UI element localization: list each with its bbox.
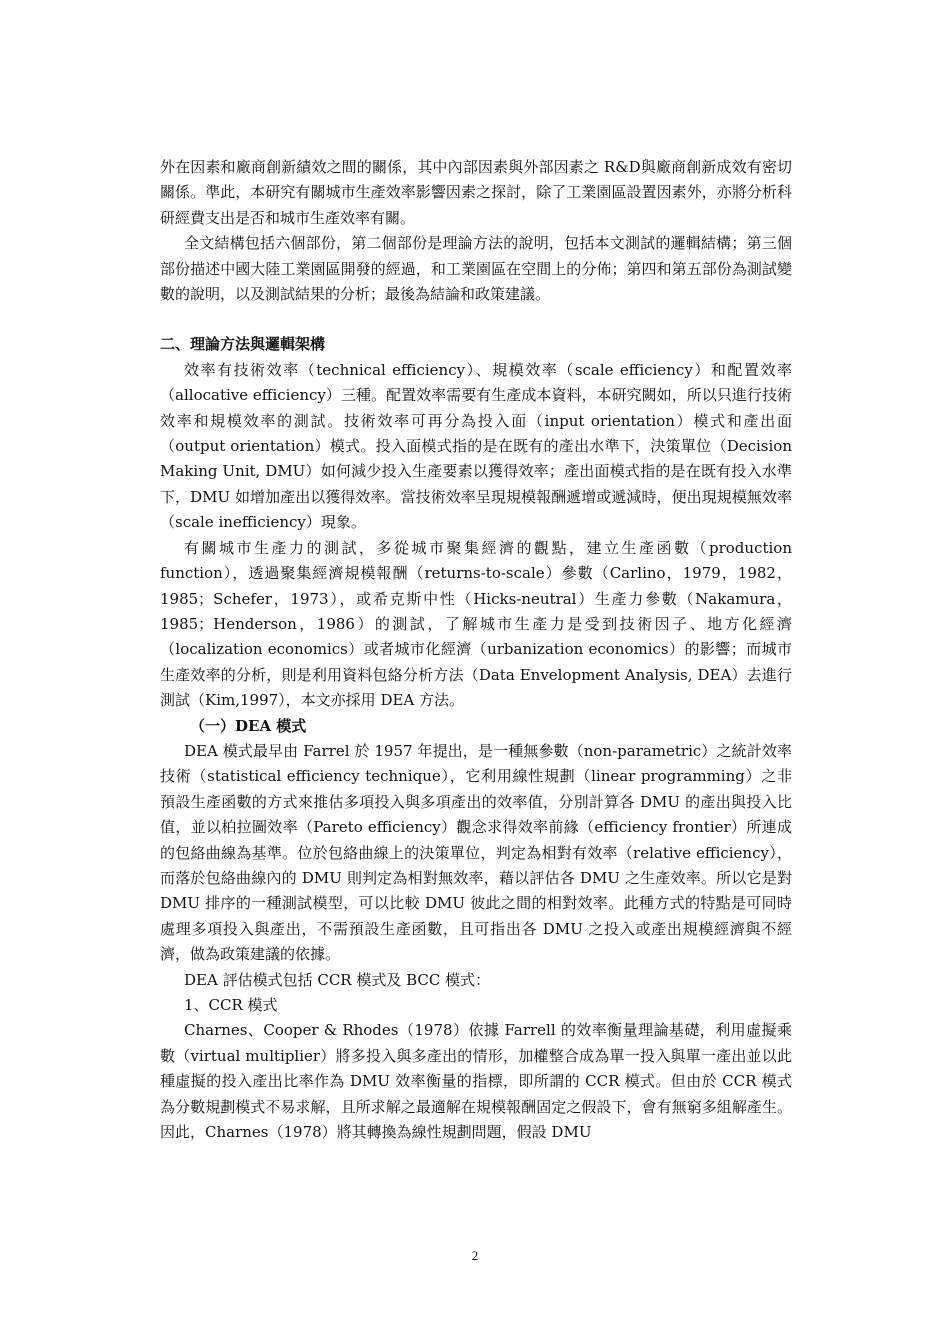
paragraph: DEA 評估模式包括 CCR 模式及 BCC 模式： [184, 970, 491, 989]
paragraph: 有關城市生產力的測試，多從城市聚集經濟的觀點，建立生產函數（production function），透過聚集經濟規模報酬（returns-to-scale）參數（Carlino，1979，1982，1985；Schefer，1973），或希克斯中性（Hicks-neutral）生產力參數（Nakamura，1985；Henderson，1986）的測試，了解城市生產力是受到技術因子、地方化經濟（localization economics）或者城市化經濟（urbanization economics）的影響；而城市生產效率的分析，則是利用資料包絡分析方法（Data Envelopment Analysis, DEA）去進行測試（Kim,1997），本文亦採用 DEA 方法。 [160, 538, 792, 710]
page-number: 2 [471, 1248, 479, 1263]
paragraph: Charnes、Cooper & Rhodes（1978）依據 Farrell 的效率衡量理論基礎，利用虛擬乘數（virtual multiplier）將多投入與多產出的情形，加權整合成為單一投入與單一產出並以此種虛擬的投入產出比率作為 DMU 效率衡量的指標，即所謂的 CCR 模式。但由於 CCR 模式為分數規劃模式不易求解，且所求解之最適解在規模報酬固定之假設下，會有無窮多組解產生。因此，Charnes（1978）將其轉換為線性規劃問題，假設 DMU [160, 1021, 792, 1142]
list-item-heading: 1、CCR 模式 [184, 996, 278, 1014]
paragraph: 效率有技術效率（technical efficiency）、規模效率（scale efficiency）和配置效率（allocative efficiency）三種。配置效率需要有生產成本資料，本研究闕如，所以只進行技術效率和規模效率的測試。技術效率可再分為投入面（input orientation）模式和產出面（output orientation）模式。投入面模式指的是在既有的產出水準下，決策單位（Decision Making Unit, DMU）如何減少投入生產要素以獲得效率；產出面模式指的是在既有投入水準下，DMU 如增加產出以獲得效率。當技術效率呈現規模報酬遞增或遞減時，便出現規模無效率（scale inefficiency）現象。 [160, 360, 792, 532]
section-heading: 二、理論方法與邏輯架構 [160, 335, 326, 354]
subsection-heading: （一）DEA 模式 [190, 716, 307, 735]
body-text [160, 155, 792, 1145]
paragraph: DEA 模式最早由 Farrel 於 1957 年提出，是一種無參數（non-parametric）之統計效率技術（statistical efficiency technique），它利用線性規劃（linear programming）之非預設生產函數的方式來推估多項投入與多項產出的效率值，分別計算各 DMU 的產出與投入比值，並以柏拉圖效率（Pareto efficiency）觀念求得效率前緣（efficiency frontier）所連成的包絡曲線為基準。位於包絡曲線上的決策單位，判定為相對有效率（relative efficiency），而落於包絡曲線內的 DMU 則判定為相對無效率，藉以評估各 DMU 之生產效率。所以它是對 DMU 排序的一種測試模型，可以比較 DMU 彼此之間的相對效率。此種方式的特點是可同時處理多項投入與產出，不需預設生產函數，且可指出各 DMU 之投入或產出規模經濟與不經濟，做為政策建議的依據。 [160, 741, 792, 964]
paragraph: 全文結構包括六個部份，第二個部份是理論方法的說明，包括本文測試的邏輯結構；第三個部份描述中國大陸工業園區開發的經過，和工業園區在空間上的分佈；第四和第五部份為測試變數的說明，以及測試結果的分析；最後為結論和政策建議。 [160, 234, 792, 304]
paragraph: 外在因素和廠商創新績效之間的關係，其中內部因素與外部因素之 R&D與廠商創新成效有密切關係。準此，本研究有關城市生產效率影響因素之探討，除了工業園區設置因素外，亦將分析科研經費支出是否和城市生產效率有關。 [160, 158, 792, 227]
